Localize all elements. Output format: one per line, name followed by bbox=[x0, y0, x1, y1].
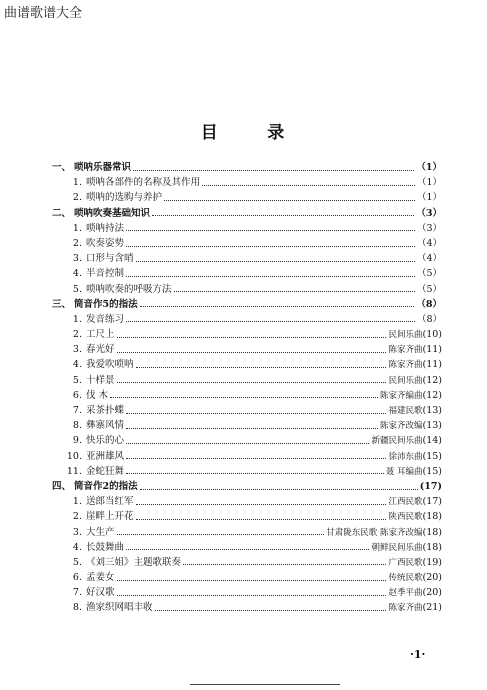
toc-source: 福建民歌 bbox=[388, 406, 423, 416]
toc-number: 5. bbox=[72, 283, 82, 295]
toc-section-row bbox=[52, 206, 442, 221]
toc-number: 3. bbox=[72, 526, 82, 538]
toc-label: 长鼓舞曲 bbox=[86, 541, 125, 553]
toc-entry-row bbox=[52, 540, 442, 555]
footer-rule bbox=[190, 684, 340, 685]
toc-entry-row bbox=[52, 570, 442, 585]
toc-page-number: (13) bbox=[422, 420, 442, 432]
toc-source: 朝鲜民间乐曲 bbox=[371, 542, 423, 553]
toc-source: 赵季平曲 bbox=[388, 588, 423, 599]
toc-source: 陈家齐曲 bbox=[388, 360, 423, 371]
toc-label: 唢呐持法 bbox=[86, 222, 125, 234]
toc-label: 崖畔上开花 bbox=[86, 511, 134, 523]
dot-leader bbox=[117, 351, 387, 353]
toc-page-number: （8） bbox=[416, 298, 442, 310]
toc-page-number: (20) bbox=[422, 587, 442, 599]
dot-leader bbox=[126, 229, 415, 231]
toc-entry-row bbox=[52, 175, 442, 190]
dot-leader bbox=[126, 472, 384, 474]
dot-leader bbox=[136, 518, 387, 520]
toc-number: 2. bbox=[72, 511, 82, 523]
toc-source: 广西民歌 bbox=[388, 557, 423, 568]
toc-page-number: (21) bbox=[422, 602, 442, 614]
page-number: ·1· bbox=[410, 648, 426, 661]
toc-label: 唢呐各部件的名称及其作用 bbox=[86, 177, 201, 189]
toc-entry-row bbox=[52, 373, 442, 388]
toc-entry-row bbox=[52, 555, 442, 570]
toc-page-number: (17) bbox=[422, 496, 442, 508]
dot-leader bbox=[126, 275, 415, 277]
toc-entry-row bbox=[52, 449, 442, 464]
toc-number: 7. bbox=[72, 587, 82, 599]
toc-number: 2. bbox=[72, 237, 82, 249]
toc-entry-row bbox=[52, 312, 442, 327]
toc-label: 工尺上 bbox=[86, 329, 115, 341]
toc-number: 3. bbox=[72, 344, 82, 356]
toc-label: 吹奏姿势 bbox=[86, 237, 125, 249]
toc-entry-row bbox=[52, 525, 442, 540]
toc-entry-row bbox=[52, 251, 442, 266]
toc-number: 4. bbox=[72, 359, 82, 371]
toc-label: 筒音作5的指法 bbox=[74, 298, 138, 310]
dot-leader bbox=[140, 488, 418, 490]
toc-entry-row bbox=[52, 388, 442, 403]
toc-entry-row bbox=[52, 236, 442, 251]
toc-number: 5. bbox=[72, 556, 82, 568]
dot-leader bbox=[136, 503, 387, 505]
dot-leader bbox=[126, 245, 415, 247]
toc-number: 1. bbox=[72, 222, 82, 234]
toc-source: 陈家齐曲 bbox=[388, 603, 423, 614]
toc-number: 8. bbox=[72, 602, 82, 614]
toc-label: 我爱吹唢呐 bbox=[86, 359, 134, 371]
toc-number: 6. bbox=[72, 389, 82, 401]
toc-page-number: （5） bbox=[416, 283, 442, 295]
toc-source: 民间乐曲 bbox=[388, 375, 423, 386]
toc-entry-row bbox=[52, 494, 442, 509]
toc-page-number: (18) bbox=[422, 526, 442, 538]
toc-label: 好汉歌 bbox=[86, 587, 115, 599]
toc-label: 亚洲雄风 bbox=[86, 450, 125, 462]
toc-number: 10. bbox=[66, 450, 82, 462]
table-of-contents bbox=[52, 160, 442, 616]
dot-leader bbox=[152, 214, 414, 216]
toc-number: 2. bbox=[72, 329, 82, 341]
toc-entry-row bbox=[52, 221, 442, 236]
toc-label: 口形与含哨 bbox=[86, 253, 134, 265]
toc-entry-row bbox=[52, 190, 442, 205]
toc-label: 伐 木 bbox=[86, 389, 109, 401]
toc-label: 渔家织网唱丰收 bbox=[86, 602, 153, 614]
toc-label: 唢呐的选购与养护 bbox=[86, 192, 163, 204]
toc-number: 6. bbox=[72, 572, 82, 584]
toc-entry-row bbox=[52, 327, 442, 342]
toc-label: 唢呐吹奏基础知识 bbox=[74, 207, 151, 219]
toc-number: 11. bbox=[66, 465, 82, 477]
toc-page-number: (12) bbox=[422, 389, 442, 401]
dot-leader bbox=[117, 579, 387, 581]
toc-page-number: （1） bbox=[416, 177, 442, 189]
toc-entry-row bbox=[52, 464, 442, 479]
toc-page-number: (11) bbox=[422, 359, 442, 371]
toc-label: 唢呐乐器常识 bbox=[74, 162, 132, 173]
toc-number: 9. bbox=[72, 435, 82, 447]
dot-leader bbox=[126, 548, 369, 550]
page-title: 目 录 bbox=[200, 123, 287, 143]
dot-leader bbox=[126, 457, 386, 459]
toc-source: 陈家齐改编 bbox=[379, 421, 423, 432]
toc-page-number: （5） bbox=[416, 268, 442, 280]
toc-page-number: (10) bbox=[422, 329, 442, 341]
toc-page-number: (19) bbox=[422, 556, 442, 568]
toc-number: 三、 bbox=[52, 298, 72, 310]
toc-page-number: (11) bbox=[422, 344, 442, 356]
dot-leader bbox=[126, 442, 369, 444]
toc-label: 筒音作2的指法 bbox=[74, 480, 138, 492]
toc-page-number: (15) bbox=[422, 465, 442, 477]
toc-source: 新疆民间乐曲 bbox=[371, 436, 423, 447]
dot-leader bbox=[140, 305, 415, 307]
toc-page-number: （4） bbox=[416, 253, 442, 265]
toc-entry-row bbox=[52, 418, 442, 433]
toc-source: 陈家齐曲 bbox=[388, 345, 423, 356]
toc-page-number: (15) bbox=[422, 450, 442, 462]
toc-source: 陈家齐编曲 bbox=[379, 390, 423, 401]
toc-source: 传统民歌 bbox=[388, 573, 423, 584]
toc-number: 8. bbox=[72, 420, 82, 432]
toc-section-row bbox=[52, 297, 442, 312]
toc-page-number: (14) bbox=[422, 435, 442, 447]
toc-label: 《刘三姐》主题歌联奏 bbox=[86, 556, 182, 568]
dot-leader bbox=[136, 260, 415, 262]
dot-leader bbox=[183, 563, 386, 565]
toc-source: 徐沛东曲 bbox=[388, 451, 423, 462]
toc-label: 大生产 bbox=[86, 526, 115, 538]
toc-page-number: (12) bbox=[422, 374, 442, 386]
toc-label: 采茶扑蝶 bbox=[86, 405, 125, 416]
dot-leader bbox=[126, 427, 378, 429]
toc-label: 唢呐吹奏的呼吸方法 bbox=[86, 283, 172, 295]
toc-number: 1. bbox=[72, 496, 82, 508]
toc-label: 发音练习 bbox=[86, 313, 125, 325]
dot-leader bbox=[174, 290, 415, 292]
toc-page-number: (18) bbox=[422, 541, 442, 553]
toc-label: 彝寨风情 bbox=[86, 420, 125, 432]
toc-page-number: （1） bbox=[416, 192, 442, 204]
toc-source: 聂 耳编曲 bbox=[385, 466, 423, 477]
toc-number: 4. bbox=[72, 541, 82, 553]
toc-entry-row bbox=[52, 357, 442, 372]
dot-leader bbox=[133, 169, 414, 171]
dot-leader bbox=[155, 609, 387, 611]
toc-source: 陕西民歌 bbox=[388, 512, 423, 523]
toc-entry-row bbox=[52, 282, 442, 297]
dot-leader bbox=[126, 320, 415, 322]
dot-leader bbox=[117, 336, 387, 338]
toc-entry-row bbox=[52, 509, 442, 524]
toc-page-number: (17) bbox=[419, 480, 442, 492]
toc-page-number: (13) bbox=[422, 405, 442, 416]
toc-source: 江西民歌 bbox=[388, 497, 423, 508]
toc-number: 3. bbox=[72, 253, 82, 265]
toc-source: 民间乐曲 bbox=[388, 330, 423, 341]
toc-entry-row bbox=[52, 266, 442, 281]
toc-entry-row bbox=[52, 585, 442, 600]
toc-number: 1. bbox=[72, 313, 82, 325]
toc-page-number: (18) bbox=[422, 511, 442, 523]
toc-page-number: (20) bbox=[422, 572, 442, 584]
toc-label: 快乐的心 bbox=[86, 435, 125, 447]
dot-leader bbox=[117, 533, 325, 535]
toc-section-row bbox=[52, 479, 442, 494]
toc-page-number: （3） bbox=[416, 222, 442, 234]
toc-number: 1. bbox=[72, 177, 82, 189]
toc-page-number: （8） bbox=[416, 313, 442, 325]
toc-entry-row bbox=[52, 342, 442, 357]
toc-label: 半音控制 bbox=[86, 268, 125, 280]
dot-leader bbox=[117, 381, 387, 383]
toc-label: 金蛇狂舞 bbox=[86, 465, 125, 477]
toc-number: 7. bbox=[72, 405, 82, 416]
toc-page-number: （1） bbox=[416, 162, 442, 173]
toc-number: 一、 bbox=[52, 162, 72, 173]
toc-source: 甘肃陇东民歌 陈家齐改编 bbox=[326, 527, 423, 538]
toc-label: 十样景 bbox=[86, 374, 115, 386]
toc-entry-row bbox=[52, 600, 442, 615]
toc-number: 4. bbox=[72, 268, 82, 280]
dot-leader bbox=[136, 366, 387, 368]
toc-entry-row bbox=[52, 433, 442, 448]
toc-entry-row bbox=[52, 403, 442, 418]
toc-number: 5. bbox=[72, 374, 82, 386]
toc-number: 二、 bbox=[52, 207, 72, 219]
toc-number: 2. bbox=[72, 192, 82, 204]
toc-page-number: （4） bbox=[416, 237, 442, 249]
dot-leader bbox=[126, 412, 386, 414]
toc-section-row bbox=[52, 160, 442, 175]
toc-number: 四、 bbox=[52, 480, 72, 492]
dot-leader bbox=[117, 594, 387, 596]
dot-leader bbox=[164, 199, 415, 201]
toc-label: 孟姜女 bbox=[86, 572, 115, 584]
dot-leader bbox=[110, 396, 378, 398]
toc-label: 春光好 bbox=[86, 344, 115, 356]
toc-page-number: （3） bbox=[416, 207, 442, 219]
dot-leader bbox=[202, 184, 415, 186]
toc-label: 送郎当红军 bbox=[86, 496, 134, 508]
watermark-text: 曲谱歌谱大全 bbox=[4, 6, 83, 21]
